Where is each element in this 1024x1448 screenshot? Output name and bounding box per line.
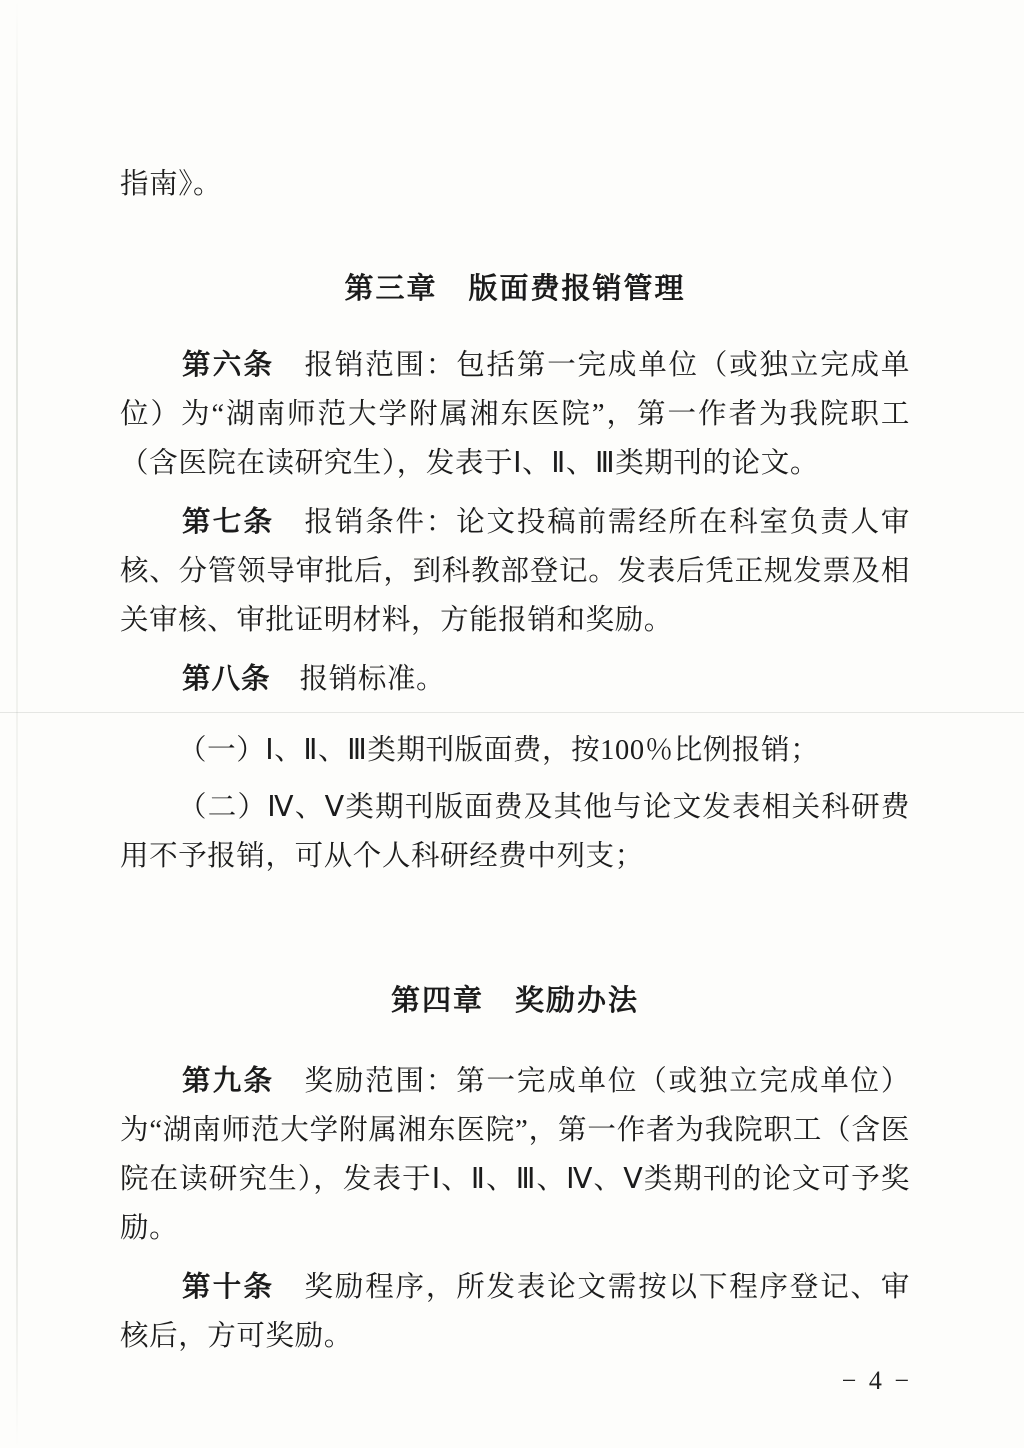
chapter-heading-three: 第三章 版面费报销管理 [344, 273, 686, 306]
scan-edge-artifact [16, 0, 18, 1448]
article-paragraph-7 [120, 498, 910, 645]
article-text-9: 奖励范围：第一完成单位（或独立完成单位）为“湖南师范大学附属湘东医院”，第一作者为我院职工（含医院在读研究生），发表于Ⅰ、Ⅱ、Ⅲ、Ⅳ、Ⅴ类期刊的论文可予奖励。 [120, 1065, 910, 1244]
article-label-7: 第七条 [182, 506, 275, 538]
document-body [120, 160, 910, 1371]
article-text-6: 报销范围：包括第一完成单位（或独立完成单位）为“湖南师范大学附属湘东医院”，第一作者为我院职工（含医院在读研究生），发表于Ⅰ、Ⅱ、Ⅲ类期刊的论文。 [120, 349, 910, 479]
list-item: （一）Ⅰ、Ⅱ、Ⅲ类期刊版面费，按100％比例报销； [178, 735, 820, 766]
article-paragraph-10 [120, 1263, 910, 1361]
article-paragraph-8 [120, 655, 910, 704]
article-label-9: 第九条 [182, 1065, 275, 1097]
article-paragraph-6 [120, 341, 910, 488]
page-number: − 4 − [841, 1366, 912, 1395]
continued-paragraph: 指南》。 [120, 169, 223, 200]
article-label-6: 第六条 [182, 349, 275, 381]
article-text-7: 报销条件：论文投稿前需经所在科室负责人审核、分管领导审批后，到科教部登记。发表后凭正规发票及相关审核、审批证明材料，方能报销和奖励。 [120, 506, 910, 636]
chapter-heading-four: 第四章 奖励办法 [390, 985, 639, 1018]
article-label-8: 第八条 [182, 663, 271, 695]
list-item: （二）Ⅳ、Ⅴ类期刊版面费及其他与论文发表相关科研费用不予报销，可从个人科研经费中列支； [120, 792, 910, 873]
article-label-10: 第十条 [182, 1271, 275, 1303]
article-paragraph-9 [120, 1057, 910, 1253]
article-text-10: 奖励程序，所发表论文需按以下程序登记、审核后，方可奖励。 [120, 1271, 910, 1352]
article-text-8: 报销标准。 [270, 663, 446, 695]
